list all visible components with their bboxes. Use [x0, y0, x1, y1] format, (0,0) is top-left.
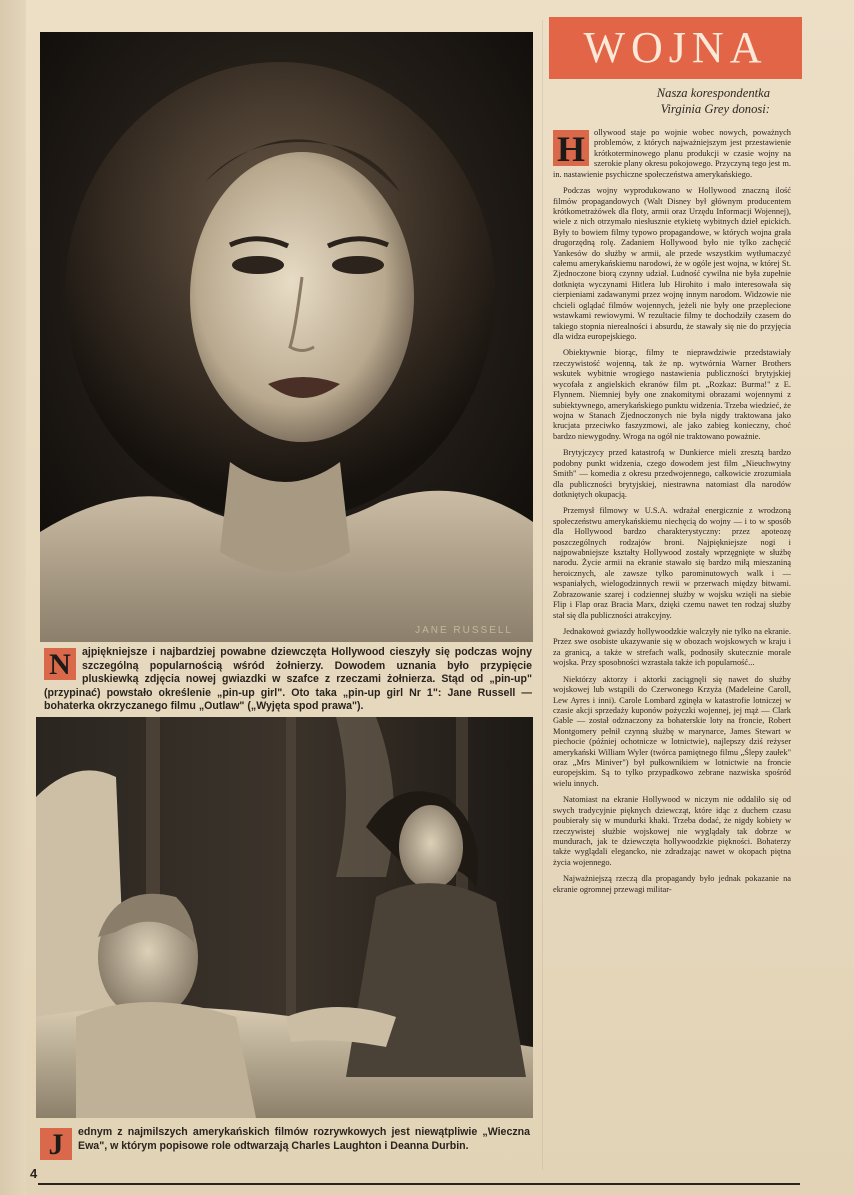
- caption-text: ajpiękniejsze i najbardziej powabne dziewczęta Hollywood cieszyły się podczas wojny szczególną popularnością wśród żołnierzy. Dowodem uznania było przypięcie pluskiewką zdjęcia nowej gwiazdki w szafce z rzeczami żołnierza. Stąd od „pin-up" (przypinać) powstało określenie „pin-up girl". Oto taka „pin-up girl Nr 1": Jane Russell — bohaterka okrzyczanego filmu „Outlaw" („Wyjęta spod prawa").: [44, 646, 532, 713]
- photo-credit: JANE RUSSELL: [415, 625, 513, 636]
- bottom-rule: [38, 1183, 800, 1185]
- page-title: WOJNA: [583, 23, 768, 72]
- byline-line-1: Nasza korespondentka: [656, 86, 770, 100]
- film-caption: [40, 1126, 530, 1160]
- article-paragraph: Natomiast na ekranie Hollywood w niczym nie oddaliło się od swych tradycyjnie pięknych dziewcząt, które idąc z duchem czasu poubierały się w mundurki khaki. Trzeba dodać, że nigdy kobiety w rzeczywistej służbie wojskowej nie wyglądały tak dobrze w mundurach, jak te dziewczęta hollywoodzkie piękności. Bohaterzy także wyglądali elegancko, nie zdradzając nawet w okopach piętna życia wojennego.: [553, 795, 791, 867]
- caption-text: ednym z najmilszych amerykańskich filmów rozrywkowych jest niewątpliwie „Wieczna Ewa", w którym popisowe role odtwarzają Charles Laughton i Deanna Durbin.: [78, 1126, 530, 1152]
- page-edge: [0, 0, 26, 1195]
- page-number: 4: [30, 1166, 38, 1181]
- film-still-photo: [36, 717, 533, 1118]
- article-paragraph: Obiektywnie biorąc, filmy te nieprawdziwie przedstawiały rzeczywistość wojenną, tak że np. wytwórnia Warner Brothers wskutek wybitnie wrogiego nastawienia publiczności brytyjskiej wycofała z angielskich ekranów film pt. „Rozkaz: Burma!" z E. Flynnem. Niemniej były one znakomitymi obrazami wojennymi z subiektywnego, amerykańskiego punktu widzenia. Trzeba wiedzieć, że wojna w Stanach Zjednoczonych nie była nigdy traktowana jako krucjata przeciwko faszyzmowi, ale jako zabieg konieczny, choć bardzo niewygodny. Wroga na ogół nie traktowano poważnie.: [553, 348, 791, 441]
- portrait-illustration: [40, 32, 533, 642]
- byline-line-2: Virginia Grey donosi:: [660, 102, 770, 116]
- article-body: [553, 128, 791, 1160]
- caption-dropcap: J: [40, 1128, 72, 1160]
- article-dropcap: H: [553, 130, 589, 166]
- article-paragraph: Podczas wojny wyprodukowano w Hollywood znaczną ilość filmów propagandowych (Walt Disney był głównym producentem krótkometrażówek dla floty, armii oraz Urzędu Informacji Wojennej), wiele z nich otrzymało niesłusznie etykietę wybitnych dzieł epickich. Były to bowiem filmy typowo propagandowe, w których wojna grała drugorzędną rolę. Zadaniem Hollywood było nie tylko zachęcić Yankesów do służby w armii, ale przede wszystkim wytłumaczyć całemu amerykańskiemu narodowi, że w ogóle jest wojna, w której St. Zjednoczone biorą czynny udział. Ludność cywilna nie była zupełnie dotknięta wyczynami Hitlera lub Hirohito i mało interesowała się cierpieniami zadawanymi przez wojnę innym narodom. Widzowie nie chcieli oglądać filmów wojennych, jeżeli nie były one przeplecione wstawkami rewiowymi. W rezultacie filmy te dochodziły czasem do takiego stopnia nierealności i absurdu, że stawały się nie do przyjęcia dla widza europejskiego.: [553, 186, 791, 342]
- caption-dropcap: N: [44, 648, 76, 680]
- film-still-illustration: [36, 717, 533, 1118]
- article-paragraph: Brytyjczycy przed katastrofą w Dunkierce mieli zresztą bardzo podobny punkt widzenia, czego dowodem jest film „Nieuchwytny Smith" — komedia z okresu przedwojennego, całkowicie zrozumiała dla publiczności brytyjskiej, niestrawna natomiast dla narodów dotkniętych okupacją.: [553, 448, 791, 499]
- article-paragraph: Niektórzy aktorzy i aktorki zaciągnęli się nawet do służby wojskowej lub wstąpili do Czerwonego Krzyża (Madeleine Caroll, Lew Ayres i inni). Carole Lombard zginęła w katastrofie lotniczej w czasie akcji sprzedaży kuponów pożyczki wojennej, jej mąż — Clark Gable — został odznaczony za bohaterskie loty na froncie, Robert Montgomery pełnił czynną służbę w marynarce, James Stewart w piechocie (później ochotnicze w lotnictwie), najlepszy dziś reżyser amerykański William Wyler (twórca pamiętnego filmu „Ślepy zaułek" oraz „Mrs Miniver") był pułkownikiem w lotnictwie na froncie europejskim. Są to tylko przypadkowo zebrane nazwiska spośród wielu innych.: [553, 674, 791, 788]
- title-banner: [549, 17, 802, 79]
- column-separator: [542, 20, 543, 1170]
- portrait-photo: [40, 32, 533, 642]
- article-paragraph: Najważniejszą rzeczą dla propagandy było jednak pokazanie na ekranie ogromnej przewagi militar-: [553, 874, 791, 894]
- portrait-caption: [44, 646, 532, 714]
- article-paragraph: Przemysł filmowy w U.S.A. wdrażał energicznie z wrodzoną społeczeństwu amerykańskiemu niechęcią do wojny — i to w sposób dla Hollywood bardzo charakterystyczny: przez apoteozę poszczególnych rodzajów broni. Najpiękniejsze nogi i najpowabniejsze kształty Hollywood zostały wprzęgnięte w służbę narodu. Życie armii na ekranie stawało się bardzo miłą mieszaniną heroicznych, ale zawsze tylko parominutowych walk i — wspaniałych, wielogodzinnych rewii w przerwach między bitwami. Zobrazowanie szarej i codziennej służby w wojsku wzięli na siebie Flip i Flap oraz Bracia Marx, dzięki czemu nawet ten rodzaj służby stał się dla publiczności atrakcyjny.: [553, 506, 791, 620]
- article-paragraph: Jednakowoż gwiazdy hollywoodzkie walczyły nie tylko na ekranie. Przez swe osobiste ukazywanie się w obozach wojskowych w kraju i za granicą, a także w strefach walk, podnosiły skutecznie morale wojska. Przy sposobności wzrastała także ich popularność...: [553, 626, 791, 668]
- article-paragraph: H ollywood staje po wojnie wobec nowych, poważnych problemów, z których najważniejszym jest przestawienie krótkoterminowego planu produkcji w czasie wojny na szerokie plany okresu pokojowego. Przyczyną tego jest m. in. nastawienie psychiczne społeczeństwa amerykańskiego.: [553, 128, 791, 179]
- byline: [556, 85, 770, 117]
